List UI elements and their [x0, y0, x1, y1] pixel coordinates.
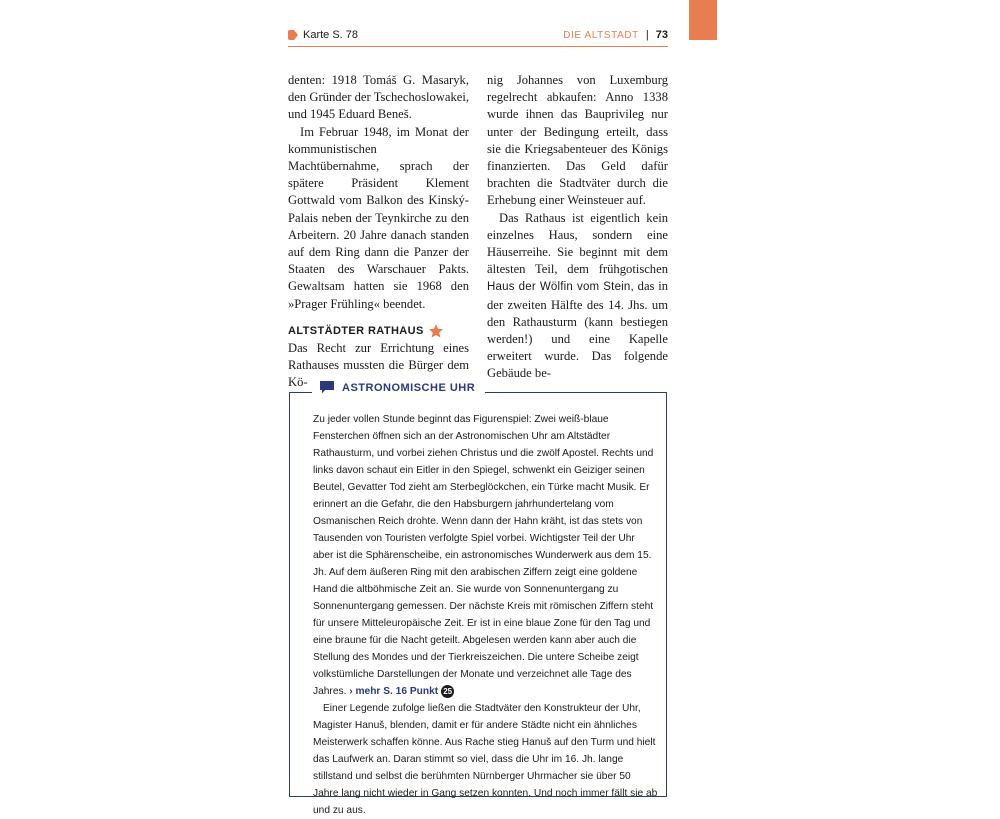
left-paragraph-1: denten: 1918 Tomáš G. Masaryk, den Gründer der Tschechoslowakei, und 1945 Eduard Beneš. — [288, 73, 469, 122]
page-header — [288, 29, 668, 45]
header-separator: | — [645, 29, 649, 41]
info-box-text — [313, 411, 658, 819]
point-badge: 25 — [441, 685, 454, 698]
left-paragraph-3: Das Recht zur Errichtung eines Rathauses mussten die Bürger dem Kö- — [288, 341, 469, 390]
map-reference[interactable] — [288, 29, 358, 41]
arrow-icon — [288, 30, 298, 40]
right-paragraph-1: nig Johannes von Luxemburg regelrecht abkaufen: Anno 1338 wurde ihnen das Bauprivileg nur unter der Bedingung erteilt, dass sie die Kriegsabenteuer des Königs finanzierten. Das Geld dafür brachten die Stadtväter durch die Erhebung einer Weinsteuer auf. — [487, 73, 668, 208]
section-reference — [563, 29, 668, 41]
page-edge-tab — [689, 0, 717, 40]
map-reference-label: Karte S. 78 — [303, 29, 359, 41]
section-name: DIE ALTSTADT — [563, 29, 639, 41]
place-name[interactable]: Haus der Wölfin vom Stein, — [487, 281, 634, 294]
info-box-title-label: ASTRONOMISCHE UHR — [342, 381, 476, 394]
info-box-paragraph-2: Einer Legende zufolge ließen die Stadtväter den Konstrukteur der Uhr, Magister Hanuš, blenden, damit er für andere Städte nicht ein ähnliches Meisterwerk schaffen könne. Aus Rache stieg Hanuš auf den Turm und hielt das Laufwerk an. Daran stimmt so viel, dass die Uhr im 16. Jh. lange stillstand und selbst die berühmten Nürnberger Uhrmacher sie über 50 Jahre lang nicht wieder in Gang setzen konnten. Und noch immer fällt sie ab und zu aus. — [313, 703, 658, 816]
right-column — [487, 72, 668, 383]
header-rule — [288, 46, 668, 47]
speech-bubble-icon — [320, 381, 334, 394]
info-box-paragraph-1 — [313, 411, 658, 700]
right-paragraph-2-end: das in der zweiten Hälfte des 14. Jhs. um den Rathausturm (kann bestiegen werden!) und eine Kapelle erweitert wurde. Das folgende Gebäude be- — [487, 279, 668, 381]
right-paragraph-2-start: Das Rathaus ist eigentlich kein einzelnes Haus, sondern eine Häuserreihe. Sie beginnt mit dem ältesten Teil, dem frühgotischen — [487, 210, 668, 277]
left-column — [288, 72, 469, 392]
star-icon — [428, 323, 444, 339]
more-link[interactable]: › mehr S. 16 Punkt — [349, 686, 439, 697]
section-heading-label: ALTSTÄDTER RATHAUS — [288, 324, 424, 337]
info-box-paragraph-1-text: Zu jeder vollen Stunde beginnt das Figurenspiel: Zwei weiß-blaue Fensterchen öffnen sich an der Astronomischen Uhr am Altstädter Rathausturm, und vorbei ziehen Christus und die zwölf Apostel. Rechts und links davon schaut ein Eitler in den Spiegel, schwenkt ein Geiziger seinen Beutel, Gevatter Tod zieht am Sterbeglöckchen, ein Türke macht Musik. Er erinnert an die Gefahr, die den Habsburgern jahrhundertelang vom Osmanischen Reich drohte. Wenn dann der Hahn kräht, ist das stets von Tausenden von Touristen verfolgte Spiel vorbei. Wichtigster Teil der Uhr aber ist die Sphärenscheibe, ein astronomisches Wunderwerk aus dem 15. Jh. Auf dem äußeren Ring mit den arabischen Ziffern zeigt eine goldene Hand die altböhmische Zeit an. Sie wurde von Sonnenuntergang zu Sonnenuntergang gemessen. Der nächste Kreis mit römischen Ziffern steht für unsere Mitteleuropäische Zeit. Er ist in eine blaue Zone für den Tag und eine braune für die Nacht geteilt. Abgelesen werden kann aber auch die Stellung des Mondes und der Tierkreiszeichen. Die untere Scheibe zeigt volkstümliche Darstellungen der Monate und verzeichnet alle Tage des Jahres. — [313, 414, 654, 697]
left-paragraph-2: Im Februar 1948, im Monat der kommunistischen Machtübernahme, sprach der spätere Präsident Klement Gottwald vom Balkon des Kinský-Palais neben der Teynkirche zu den Arbeitern. 20 Jahre danach standen auf dem Ring dann die Panzer der Staaten des Warschauer Pakts. Gewaltsam hatten sie 1968 den »Prager Frühling« beendet. — [288, 124, 469, 311]
right-paragraph-2 — [487, 210, 668, 383]
section-heading — [288, 323, 469, 340]
page-number: 73 — [655, 29, 668, 41]
info-box-title — [312, 381, 485, 394]
